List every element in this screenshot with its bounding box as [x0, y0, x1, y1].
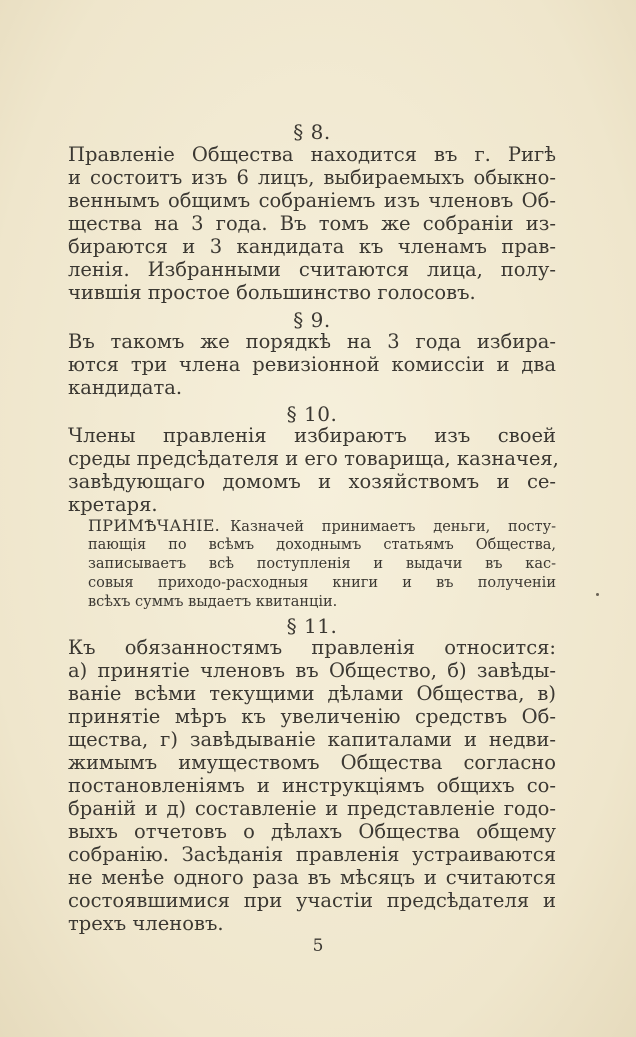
note-line: пающія по всѣмъ доходнымъ статьямъ Общества, [88, 537, 556, 553]
section-11-line: выхъ отчетовъ о дѣлахъ Общества общему [68, 820, 556, 843]
section-11-line: принятіе мѣръ къ увеличенію средствъ Об- [68, 705, 556, 728]
section-10-line: среды предсѣдателя и его товарища, казначея, [68, 447, 559, 470]
section-11-line: а) принятіе членовъ въ Общество, б) завѣды- [68, 659, 556, 682]
section-8-line: веннымъ общимъ собраніемъ изъ членовъ Об- [68, 189, 556, 212]
section-10-heading: § 10. [286, 402, 338, 426]
note-line: всѣхъ суммъ выдаетъ квитанціи. [88, 594, 338, 610]
note-line: совыя приходо-расходныя книги и въ полученіи [88, 575, 556, 591]
section-8-heading: § 8. [293, 120, 331, 144]
section-11-line: браній и д) составленіе и представленіе годо- [68, 797, 556, 820]
note-heading: ПРИМѢЧАНІЕ. [88, 516, 221, 535]
note-first-line [88, 517, 556, 536]
section-8-line: Правленіе Общества находится въ г. Ригѣ [68, 143, 556, 166]
section-8-line: ленія. Избранными считаются лица, полу- [68, 258, 556, 281]
section-10-line: завѣдующаго домомъ и хозяйствомъ и се- [68, 470, 556, 493]
section-11-line: щества, г) завѣдываніе капиталами и недви- [68, 728, 556, 751]
section-11-line: ваніе всѣми текущими дѣлами Общества, в) [68, 682, 556, 705]
section-11-line: Къ обязанностямъ правленія относится: [68, 636, 556, 659]
section-9-line: кандидата. [68, 376, 183, 399]
section-11-line: постановленіямъ и инструкціямъ общихъ со- [68, 774, 556, 797]
section-8-line: и состоитъ изъ 6 лицъ, выбираемыхъ обыкно- [68, 166, 556, 189]
section-8-line: бираются и 3 кандидата къ членамъ прав- [68, 235, 556, 258]
note-line: записываетъ всѣ поступленія и выдачи въ кас- [88, 556, 556, 572]
section-11-line: состоявшимися при участіи предсѣдателя и [68, 889, 556, 912]
section-10-line: Члены правленія избираютъ изъ своей [68, 424, 556, 447]
text-column [68, 0, 559, 1037]
section-8-line: чившія простое большинство голосовъ. [68, 281, 476, 304]
section-11-line: жимымъ имуществомъ Общества согласно [68, 751, 556, 774]
section-9-line: ются три члена ревизіонной комиссіи и два [68, 353, 556, 376]
note-block [88, 517, 556, 609]
section-11-heading: § 11. [286, 614, 338, 638]
section-11-line: трехъ членовъ. [68, 912, 224, 935]
section-9-heading: § 9. [293, 308, 331, 332]
section-8-line: щества на 3 года. Въ томъ же собраніи из- [68, 212, 556, 235]
section-9-line: Въ такомъ же порядкѣ на 3 года избира- [68, 330, 556, 353]
page-number: 5 [312, 936, 324, 956]
section-11-line: не менѣе одного раза въ мѣсяцъ и считаются [68, 866, 556, 889]
section-10-line: кретаря. [68, 493, 158, 516]
paper-speck [596, 593, 599, 596]
note-line-text: Казначей принимаетъ деньги, посту- [230, 519, 556, 535]
section-11-line: собранію. Засѣданія правленія устраиваются [68, 843, 556, 866]
